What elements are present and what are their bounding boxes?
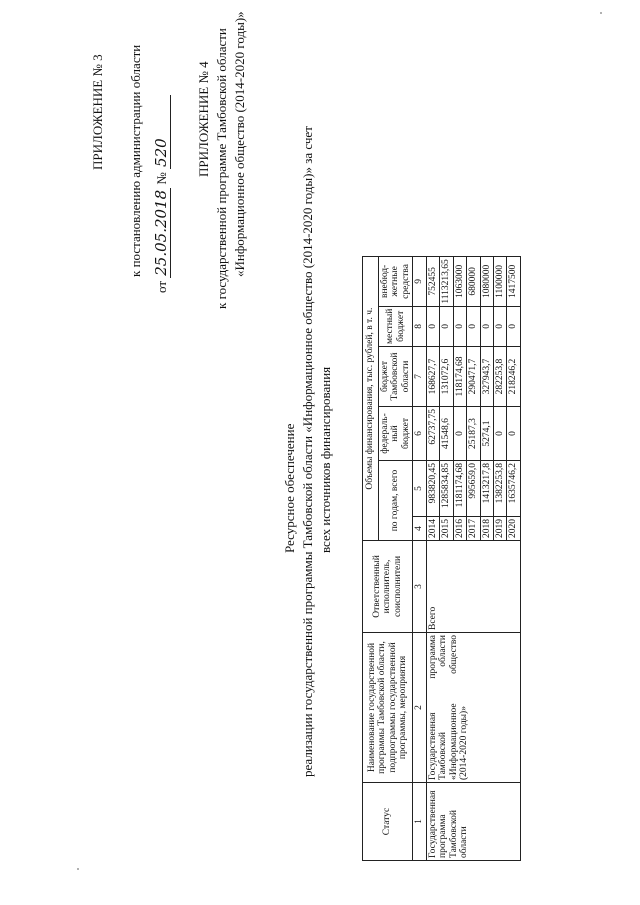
date-value: 25.05.2018 [152, 189, 170, 276]
local-cell: 0 [453, 306, 466, 346]
regional-cell: 282253,8 [493, 347, 506, 407]
responsible-cell: Всего [426, 541, 520, 633]
document-heading-1: Ресурсное обеспечение [282, 423, 297, 553]
total-cell: 1413217,8 [480, 461, 493, 517]
federal-cell: 25187,3 [467, 407, 480, 461]
scan-speck [600, 12, 602, 14]
extra-cell: 1080000 [480, 257, 493, 306]
year-cell: 2016 [453, 517, 466, 541]
extra-cell: 1417500 [507, 257, 520, 306]
year-cell: 2014 [426, 517, 439, 541]
year-cell: 2018 [480, 517, 493, 541]
federal-cell: 5274,1 [480, 407, 493, 461]
local-cell: 0 [493, 306, 506, 346]
appendix4-line3: «Информационное общество (2014-2020 годы)» [232, 11, 247, 277]
regional-cell: 131072,6 [440, 347, 453, 407]
extra-cell: 1100000 [493, 257, 506, 306]
year-cell: 2019 [493, 517, 506, 541]
total-cell: 995659,0 [467, 461, 480, 517]
scan-speck [77, 868, 79, 870]
year-cell: 2020 [507, 517, 520, 541]
header-local: местный бюджет [379, 306, 413, 346]
status-text: Государственная программа Тамбовской области [427, 790, 470, 858]
appendix4-title: ПРИЛОЖЕНИЕ № 4 [196, 61, 211, 177]
local-cell: 0 [467, 306, 480, 346]
regional-cell: 290471,7 [467, 347, 480, 407]
year-cell: 2015 [440, 517, 453, 541]
federal-cell: 0 [493, 407, 506, 461]
year-cell: 2017 [467, 517, 480, 541]
local-cell: 0 [440, 306, 453, 346]
funding-table [362, 256, 521, 861]
date-prefix: от [154, 280, 169, 293]
federal-cell: 0 [507, 407, 520, 461]
index-cell: 6 [413, 407, 426, 461]
document-heading-2: реализации государственной программы Тамбовской области «Информационное общество (2014-2020 годы)» за счет [300, 126, 315, 777]
regional-cell: 168627,7 [426, 347, 439, 407]
local-cell: 0 [480, 306, 493, 346]
index-cell: 3 [413, 541, 426, 633]
header-extra: внебюд-жетные средства [379, 257, 413, 306]
total-cell: 983820,45 [426, 461, 439, 517]
header-federal: федераль-ный бюджет [379, 407, 413, 461]
name-cell [426, 633, 520, 783]
appendix3-date-line [152, 95, 171, 293]
header-regional: бюджет Тамбовской области [379, 347, 413, 407]
header-name: Наименование государственной программы Тамбовской области, подпрограммы государственной программы, мероприятия [363, 633, 413, 783]
index-cell: 2 [413, 633, 426, 783]
program-name-text: Государственная программа Тамбовской области «Информационное общество (2014-2020 годы)» [427, 635, 470, 780]
index-cell: 4 [413, 517, 426, 541]
federal-cell: 62737,75 [426, 407, 439, 461]
appendix3-title: ПРИЛОЖЕНИЕ № 3 [90, 54, 105, 170]
total-cell: 1285834,85 [440, 461, 453, 517]
appendix4-line2: к государственной программе Тамбовской области [214, 28, 229, 309]
total-cell: 1635746,2 [507, 461, 520, 517]
index-cell: 8 [413, 306, 426, 346]
number-prefix: № [154, 172, 169, 185]
header-responsible: Ответственный исполнитель, соисполнители [363, 541, 413, 633]
extra-cell: 1113213,65 [440, 257, 453, 306]
regional-cell: 327943,7 [480, 347, 493, 407]
regional-cell: 218246,2 [507, 347, 520, 407]
header-volumes: Объемы финансирования, тыс. рублей, в т. ч. [363, 257, 379, 541]
federal-cell: 0 [453, 407, 466, 461]
index-cell: 7 [413, 347, 426, 407]
index-cell: 9 [413, 257, 426, 306]
table-row [426, 257, 439, 861]
index-cell: 5 [413, 461, 426, 517]
total-cell: 1181174,68 [453, 461, 466, 517]
local-cell: 0 [426, 306, 439, 346]
status-cell [426, 783, 520, 861]
federal-cell: 41548,6 [440, 407, 453, 461]
extra-cell: 680000 [467, 257, 480, 306]
index-row [413, 257, 426, 861]
index-cell: 1 [413, 783, 426, 861]
document-heading-3: всех источников финансирования [318, 366, 333, 553]
header-status: Статус [363, 783, 413, 861]
extra-cell: 1063000 [453, 257, 466, 306]
local-cell: 0 [507, 306, 520, 346]
total-cell: 1382253,8 [493, 461, 506, 517]
extra-cell: 752455 [426, 257, 439, 306]
regional-cell: 118174,68 [453, 347, 466, 407]
header-by-years: по годам, всего [379, 461, 413, 541]
number-value: 520 [152, 95, 171, 169]
appendix3-line2: к постановлению администрации области [128, 44, 143, 277]
